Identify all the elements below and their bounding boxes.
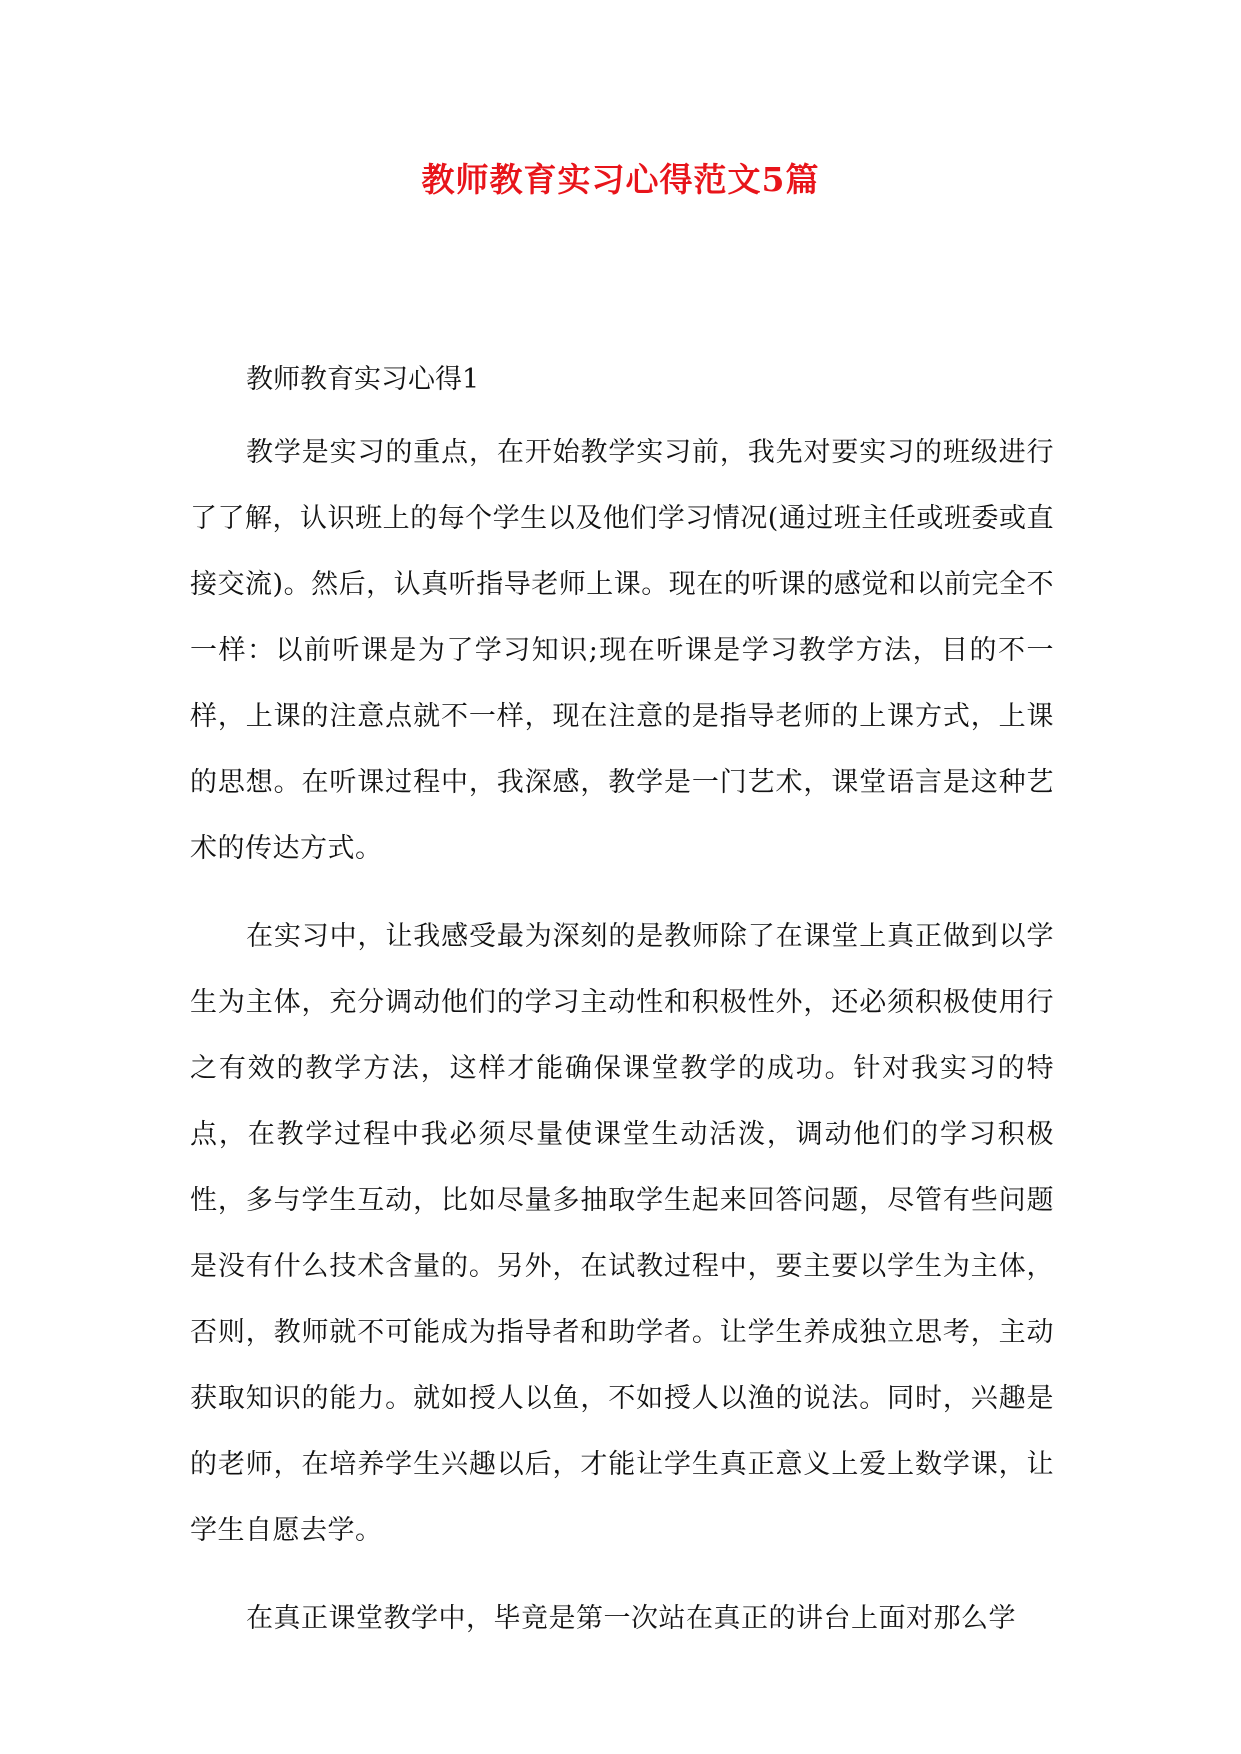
document-body	[190, 358, 1054, 1652]
paragraph-3: 在真正课堂教学中，毕竟是第一次站在真正的讲台上面对那么学	[246, 1603, 1016, 1634]
paragraph-1: 教学是实习的重点，在开始教学实习前，我先对要实习的班级进行了了解，认识班上的每个学生以及他们学习情况(通过班主任或班委或直接交流)。然后，认真听指导老师上课。现在的听课的感觉和以前完全不一样：以前听课是为了学习知识;现在听课是学习教学方法，目的不一样，上课的注意点就不一样，现在注意的是指导老师的上课方式，上课的思想。在听课过程中，我深感，教学是一门艺术，课堂语言是这种艺术的传达方式。	[190, 437, 1054, 864]
section-heading: 教师教育实习心得1	[246, 364, 480, 395]
paragraph-2: 在实习中，让我感受最为深刻的是教师除了在课堂上真正做到以学生为主体，充分调动他们的学习主动性和积极性外，还必须积极使用行之有效的教学方法，这样才能确保课堂教学的成功。针对我实习的特点，在教学过程中我必须尽量使课堂生动活泼，调动他们的学习积极性，多与学生互动，比如尽量多抽取学生起来回答问题，尽管有些问题是没有什么技术含量的。另外，在试教过程中，要主要以学生为主体，否则，教师就不可能成为指导者和助学者。让学生养成独立思考，主动获取知识的能力。就如授人以鱼，不如授人以渔的说法。同时，兴趣是的老师，在培养学生兴趣以后，才能让学生真正意义上爱上数学课，让学生自愿去学。	[190, 921, 1054, 1546]
document-title: 教师教育实习心得范文5篇	[421, 160, 820, 199]
